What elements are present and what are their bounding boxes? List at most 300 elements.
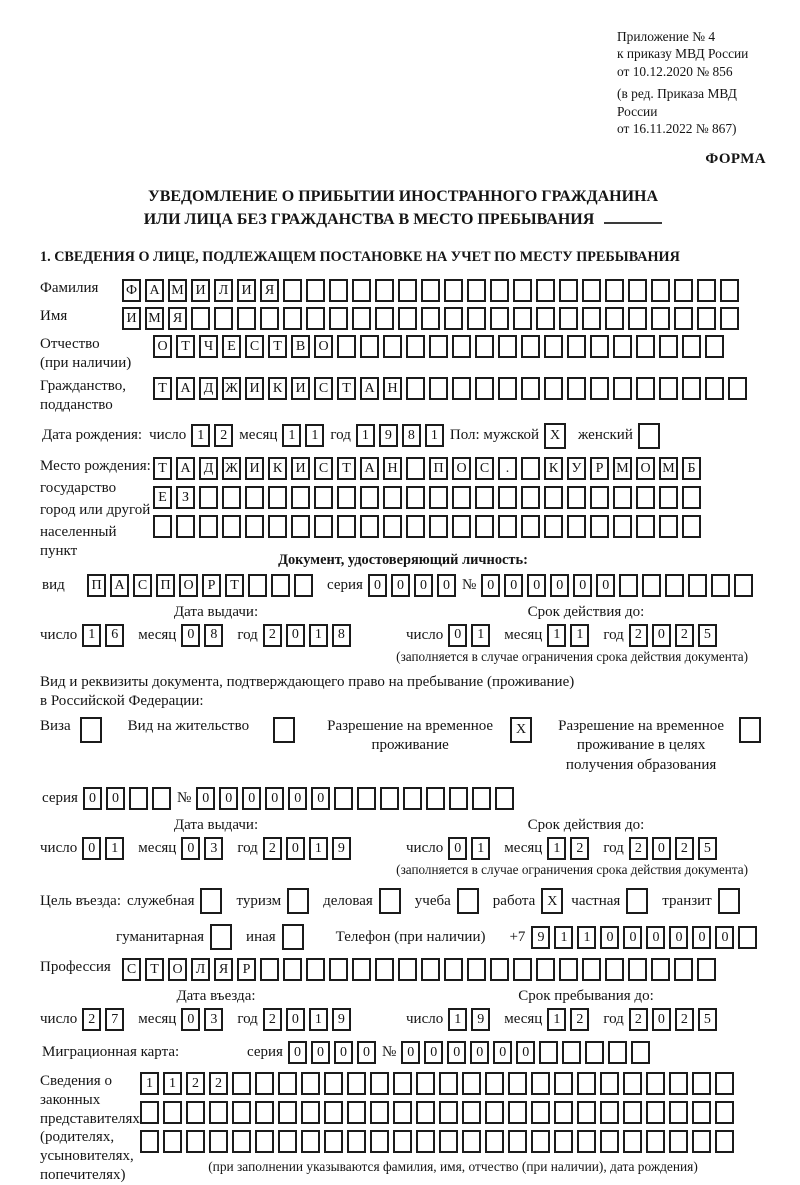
char-box[interactable]: [659, 377, 678, 400]
char-box[interactable]: 0: [652, 1008, 671, 1031]
char-box[interactable]: [421, 279, 440, 302]
char-box[interactable]: [163, 1101, 182, 1124]
char-box[interactable]: [140, 1101, 159, 1124]
char-box[interactable]: [490, 307, 509, 330]
char-box[interactable]: [608, 1041, 627, 1064]
char-box[interactable]: [209, 1130, 228, 1153]
char-box[interactable]: [80, 717, 102, 743]
char-box[interactable]: [590, 515, 609, 538]
char-box[interactable]: [380, 787, 399, 810]
char-box[interactable]: [559, 958, 578, 981]
char-box[interactable]: [129, 787, 148, 810]
char-box[interactable]: З: [176, 486, 195, 509]
char-box[interactable]: [498, 377, 517, 400]
char-box[interactable]: [375, 958, 394, 981]
char-box[interactable]: [444, 307, 463, 330]
char-box[interactable]: 0: [527, 574, 546, 597]
char-box[interactable]: [531, 1101, 550, 1124]
char-box[interactable]: Р: [590, 457, 609, 480]
char-box[interactable]: [577, 1101, 596, 1124]
char-box[interactable]: [191, 307, 210, 330]
char-box[interactable]: 2: [263, 624, 282, 647]
char-box[interactable]: [439, 1101, 458, 1124]
char-box[interactable]: [452, 486, 471, 509]
char-box[interactable]: 2: [186, 1072, 205, 1095]
char-box[interactable]: [306, 307, 325, 330]
char-box[interactable]: [582, 279, 601, 302]
char-box[interactable]: [475, 486, 494, 509]
char-box[interactable]: [636, 486, 655, 509]
char-box[interactable]: [255, 1130, 274, 1153]
char-box[interactable]: [490, 279, 509, 302]
char-box[interactable]: [697, 279, 716, 302]
char-box[interactable]: [283, 958, 302, 981]
char-box[interactable]: [324, 1101, 343, 1124]
char-box[interactable]: [485, 1130, 504, 1153]
char-box[interactable]: 7: [105, 1008, 124, 1031]
char-box[interactable]: [513, 279, 532, 302]
char-box[interactable]: [294, 574, 313, 597]
char-box[interactable]: [674, 279, 693, 302]
char-box[interactable]: 0: [181, 1008, 200, 1031]
char-box[interactable]: [582, 958, 601, 981]
char-box[interactable]: [715, 1101, 734, 1124]
char-box[interactable]: [692, 1101, 711, 1124]
char-box[interactable]: [734, 574, 753, 597]
char-box[interactable]: [282, 924, 304, 950]
char-box[interactable]: В: [291, 335, 310, 358]
char-box[interactable]: [544, 515, 563, 538]
char-box[interactable]: [554, 1130, 573, 1153]
char-box[interactable]: Я: [214, 958, 233, 981]
char-box[interactable]: 0: [447, 1041, 466, 1064]
char-box[interactable]: [406, 335, 425, 358]
char-box[interactable]: 2: [263, 1008, 282, 1031]
char-box[interactable]: [429, 335, 448, 358]
char-box[interactable]: А: [360, 457, 379, 480]
char-box[interactable]: [638, 423, 660, 449]
char-box[interactable]: М: [168, 279, 187, 302]
char-box[interactable]: [429, 515, 448, 538]
char-box[interactable]: [210, 924, 232, 950]
char-box[interactable]: Н: [383, 377, 402, 400]
char-box[interactable]: [406, 486, 425, 509]
char-box[interactable]: [674, 307, 693, 330]
char-box[interactable]: [176, 515, 195, 538]
char-box[interactable]: 0: [181, 837, 200, 860]
char-box[interactable]: [398, 307, 417, 330]
char-box[interactable]: [659, 486, 678, 509]
char-box[interactable]: [669, 1130, 688, 1153]
char-box[interactable]: М: [145, 307, 164, 330]
char-box[interactable]: И: [122, 307, 141, 330]
char-box[interactable]: [379, 888, 401, 914]
char-box[interactable]: [521, 486, 540, 509]
char-box[interactable]: [329, 307, 348, 330]
char-box[interactable]: 1: [309, 1008, 328, 1031]
char-box[interactable]: Я: [260, 279, 279, 302]
char-box[interactable]: [429, 486, 448, 509]
char-box[interactable]: 0: [623, 926, 642, 949]
char-box[interactable]: 0: [669, 926, 688, 949]
char-box[interactable]: [357, 787, 376, 810]
char-box[interactable]: [720, 307, 739, 330]
char-box[interactable]: 9: [379, 424, 398, 447]
char-box[interactable]: [692, 1130, 711, 1153]
char-box[interactable]: [628, 279, 647, 302]
char-box[interactable]: [393, 1072, 412, 1095]
char-box[interactable]: [705, 377, 724, 400]
char-box[interactable]: Т: [176, 335, 195, 358]
char-box[interactable]: Л: [191, 958, 210, 981]
char-box[interactable]: [475, 335, 494, 358]
char-box[interactable]: [567, 377, 586, 400]
char-box[interactable]: [268, 486, 287, 509]
char-box[interactable]: [439, 1072, 458, 1095]
char-box[interactable]: [559, 279, 578, 302]
char-box[interactable]: И: [245, 457, 264, 480]
char-box[interactable]: [711, 574, 730, 597]
char-box[interactable]: О: [153, 335, 172, 358]
char-box[interactable]: 8: [332, 624, 351, 647]
char-box[interactable]: [567, 486, 586, 509]
char-box[interactable]: М: [613, 457, 632, 480]
char-box[interactable]: С: [122, 958, 141, 981]
char-box[interactable]: 0: [470, 1041, 489, 1064]
char-box[interactable]: [416, 1101, 435, 1124]
char-box[interactable]: [665, 574, 684, 597]
char-box[interactable]: [577, 1072, 596, 1095]
char-box[interactable]: [406, 515, 425, 538]
char-box[interactable]: [370, 1101, 389, 1124]
char-box[interactable]: 3: [204, 837, 223, 860]
char-box[interactable]: [406, 377, 425, 400]
char-box[interactable]: [495, 787, 514, 810]
char-box[interactable]: [314, 486, 333, 509]
char-box[interactable]: [544, 335, 563, 358]
char-box[interactable]: [715, 1130, 734, 1153]
char-box[interactable]: 1: [471, 624, 490, 647]
char-box[interactable]: 9: [531, 926, 550, 949]
char-box[interactable]: [623, 1130, 642, 1153]
char-box[interactable]: П: [156, 574, 175, 597]
char-box[interactable]: 0: [600, 926, 619, 949]
char-box[interactable]: [590, 377, 609, 400]
char-box[interactable]: 0: [504, 574, 523, 597]
char-box[interactable]: О: [636, 457, 655, 480]
char-box[interactable]: [329, 958, 348, 981]
char-box[interactable]: [508, 1130, 527, 1153]
char-box[interactable]: 1: [105, 837, 124, 860]
char-box[interactable]: [301, 1101, 320, 1124]
char-box[interactable]: 0: [219, 787, 238, 810]
char-box[interactable]: [186, 1101, 205, 1124]
char-box[interactable]: [301, 1130, 320, 1153]
char-box[interactable]: [623, 1101, 642, 1124]
char-box[interactable]: 0: [242, 787, 261, 810]
char-box[interactable]: [393, 1101, 412, 1124]
char-box[interactable]: С: [314, 457, 333, 480]
char-box[interactable]: [352, 279, 371, 302]
char-box[interactable]: А: [360, 377, 379, 400]
char-box[interactable]: М: [659, 457, 678, 480]
char-box[interactable]: [585, 1041, 604, 1064]
char-box[interactable]: 0: [424, 1041, 443, 1064]
char-box[interactable]: [521, 377, 540, 400]
char-box[interactable]: 1: [82, 624, 101, 647]
char-box[interactable]: 0: [311, 787, 330, 810]
char-box[interactable]: 0: [448, 837, 467, 860]
char-box[interactable]: [562, 1041, 581, 1064]
char-box[interactable]: С: [314, 377, 333, 400]
char-box[interactable]: 2: [629, 624, 648, 647]
char-box[interactable]: [636, 335, 655, 358]
char-box[interactable]: [669, 1101, 688, 1124]
char-box[interactable]: 0: [106, 787, 125, 810]
char-box[interactable]: [153, 515, 172, 538]
char-box[interactable]: 1: [191, 424, 210, 447]
char-box[interactable]: Ж: [222, 457, 241, 480]
char-box[interactable]: Е: [153, 486, 172, 509]
char-box[interactable]: [682, 515, 701, 538]
char-box[interactable]: [636, 515, 655, 538]
char-box[interactable]: [738, 926, 757, 949]
char-box[interactable]: Т: [225, 574, 244, 597]
char-box[interactable]: [337, 486, 356, 509]
char-box[interactable]: 0: [652, 837, 671, 860]
char-box[interactable]: [439, 1130, 458, 1153]
char-box[interactable]: [214, 307, 233, 330]
char-box[interactable]: [260, 958, 279, 981]
char-box[interactable]: [705, 335, 724, 358]
char-box[interactable]: 1: [309, 837, 328, 860]
char-box[interactable]: 1: [547, 624, 566, 647]
char-box[interactable]: И: [291, 377, 310, 400]
char-box[interactable]: [383, 335, 402, 358]
char-box[interactable]: [498, 335, 517, 358]
char-box[interactable]: 0: [265, 787, 284, 810]
char-box[interactable]: [628, 307, 647, 330]
char-box[interactable]: X: [510, 717, 532, 743]
char-box[interactable]: [245, 486, 264, 509]
char-box[interactable]: [329, 279, 348, 302]
char-box[interactable]: 9: [332, 1008, 351, 1031]
char-box[interactable]: [490, 958, 509, 981]
char-box[interactable]: Т: [153, 377, 172, 400]
char-box[interactable]: 0: [288, 787, 307, 810]
char-box[interactable]: [605, 279, 624, 302]
char-box[interactable]: [406, 457, 425, 480]
char-box[interactable]: [278, 1130, 297, 1153]
char-box[interactable]: [567, 335, 586, 358]
char-box[interactable]: [728, 377, 747, 400]
char-box[interactable]: [536, 958, 555, 981]
char-box[interactable]: Т: [268, 335, 287, 358]
char-box[interactable]: 0: [286, 624, 305, 647]
char-box[interactable]: 9: [471, 1008, 490, 1031]
char-box[interactable]: О: [168, 958, 187, 981]
char-box[interactable]: [718, 888, 740, 914]
char-box[interactable]: [521, 515, 540, 538]
char-box[interactable]: [306, 958, 325, 981]
char-box[interactable]: П: [429, 457, 448, 480]
char-box[interactable]: [449, 787, 468, 810]
char-box[interactable]: С: [475, 457, 494, 480]
char-box[interactable]: 2: [675, 837, 694, 860]
char-box[interactable]: [688, 574, 707, 597]
char-box[interactable]: [619, 574, 638, 597]
char-box[interactable]: [646, 1101, 665, 1124]
char-box[interactable]: [539, 1041, 558, 1064]
char-box[interactable]: [628, 958, 647, 981]
char-box[interactable]: [462, 1072, 481, 1095]
char-box[interactable]: [521, 335, 540, 358]
char-box[interactable]: [590, 335, 609, 358]
char-box[interactable]: [659, 515, 678, 538]
char-box[interactable]: [715, 1072, 734, 1095]
char-box[interactable]: 2: [570, 837, 589, 860]
char-box[interactable]: А: [176, 377, 195, 400]
char-box[interactable]: А: [176, 457, 195, 480]
char-box[interactable]: Р: [202, 574, 221, 597]
char-box[interactable]: 0: [493, 1041, 512, 1064]
char-box[interactable]: X: [541, 888, 563, 914]
char-box[interactable]: [268, 515, 287, 538]
char-box[interactable]: О: [452, 457, 471, 480]
char-box[interactable]: [421, 307, 440, 330]
char-box[interactable]: 1: [309, 624, 328, 647]
char-box[interactable]: [291, 515, 310, 538]
char-box[interactable]: [444, 958, 463, 981]
char-box[interactable]: [421, 958, 440, 981]
char-box[interactable]: 8: [204, 624, 223, 647]
char-box[interactable]: [682, 377, 701, 400]
char-box[interactable]: А: [110, 574, 129, 597]
char-box[interactable]: [452, 335, 471, 358]
char-box[interactable]: Т: [337, 457, 356, 480]
char-box[interactable]: [531, 1130, 550, 1153]
char-box[interactable]: Н: [383, 457, 402, 480]
char-box[interactable]: [544, 377, 563, 400]
char-box[interactable]: [314, 515, 333, 538]
char-box[interactable]: [199, 486, 218, 509]
char-box[interactable]: 0: [181, 624, 200, 647]
char-box[interactable]: И: [191, 279, 210, 302]
char-box[interactable]: [324, 1072, 343, 1095]
char-box[interactable]: 8: [402, 424, 421, 447]
char-box[interactable]: [457, 888, 479, 914]
char-box[interactable]: [163, 1130, 182, 1153]
char-box[interactable]: Ф: [122, 279, 141, 302]
char-box[interactable]: [467, 279, 486, 302]
char-box[interactable]: [232, 1072, 251, 1095]
char-box[interactable]: К: [268, 457, 287, 480]
char-box[interactable]: 0: [286, 1008, 305, 1031]
char-box[interactable]: 0: [481, 574, 500, 597]
char-box[interactable]: [375, 279, 394, 302]
char-box[interactable]: [631, 1041, 650, 1064]
char-box[interactable]: [426, 787, 445, 810]
char-box[interactable]: [475, 377, 494, 400]
char-box[interactable]: 2: [82, 1008, 101, 1031]
char-box[interactable]: [613, 486, 632, 509]
char-box[interactable]: 2: [570, 1008, 589, 1031]
char-box[interactable]: [306, 279, 325, 302]
char-box[interactable]: [682, 335, 701, 358]
char-box[interactable]: [140, 1130, 159, 1153]
char-box[interactable]: Б: [682, 457, 701, 480]
char-box[interactable]: [600, 1101, 619, 1124]
char-box[interactable]: [472, 787, 491, 810]
char-box[interactable]: [508, 1101, 527, 1124]
char-box[interactable]: [636, 377, 655, 400]
char-box[interactable]: 0: [715, 926, 734, 949]
char-box[interactable]: [199, 515, 218, 538]
char-box[interactable]: 2: [629, 1008, 648, 1031]
char-box[interactable]: Я: [168, 307, 187, 330]
char-box[interactable]: О: [314, 335, 333, 358]
char-box[interactable]: 2: [675, 624, 694, 647]
char-box[interactable]: Л: [214, 279, 233, 302]
char-box[interactable]: 3: [204, 1008, 223, 1031]
char-box[interactable]: .: [498, 457, 517, 480]
char-box[interactable]: [697, 307, 716, 330]
char-box[interactable]: 1: [448, 1008, 467, 1031]
char-box[interactable]: [337, 515, 356, 538]
char-box[interactable]: [232, 1101, 251, 1124]
char-box[interactable]: [347, 1072, 366, 1095]
char-box[interactable]: [255, 1101, 274, 1124]
char-box[interactable]: [324, 1130, 343, 1153]
char-box[interactable]: Т: [337, 377, 356, 400]
char-box[interactable]: [232, 1130, 251, 1153]
char-box[interactable]: [475, 515, 494, 538]
char-box[interactable]: [375, 307, 394, 330]
char-box[interactable]: [260, 307, 279, 330]
char-box[interactable]: [739, 717, 761, 743]
char-box[interactable]: [498, 515, 517, 538]
char-box[interactable]: Т: [153, 457, 172, 480]
char-box[interactable]: 0: [82, 837, 101, 860]
char-box[interactable]: [600, 1130, 619, 1153]
char-box[interactable]: [485, 1101, 504, 1124]
char-box[interactable]: 0: [334, 1041, 353, 1064]
char-box[interactable]: [352, 958, 371, 981]
char-box[interactable]: [697, 958, 716, 981]
char-box[interactable]: [692, 1072, 711, 1095]
char-box[interactable]: [403, 787, 422, 810]
char-box[interactable]: [513, 307, 532, 330]
char-box[interactable]: И: [237, 279, 256, 302]
char-box[interactable]: [600, 1072, 619, 1095]
char-box[interactable]: 0: [573, 574, 592, 597]
char-box[interactable]: [278, 1101, 297, 1124]
char-box[interactable]: [613, 515, 632, 538]
char-box[interactable]: [659, 335, 678, 358]
char-box[interactable]: 1: [356, 424, 375, 447]
char-box[interactable]: [623, 1072, 642, 1095]
char-box[interactable]: [200, 888, 222, 914]
char-box[interactable]: Д: [199, 377, 218, 400]
char-box[interactable]: [467, 958, 486, 981]
char-box[interactable]: [613, 377, 632, 400]
char-box[interactable]: [222, 486, 241, 509]
char-box[interactable]: [642, 574, 661, 597]
char-box[interactable]: 0: [652, 624, 671, 647]
char-box[interactable]: 2: [209, 1072, 228, 1095]
char-box[interactable]: У: [567, 457, 586, 480]
char-box[interactable]: 0: [516, 1041, 535, 1064]
